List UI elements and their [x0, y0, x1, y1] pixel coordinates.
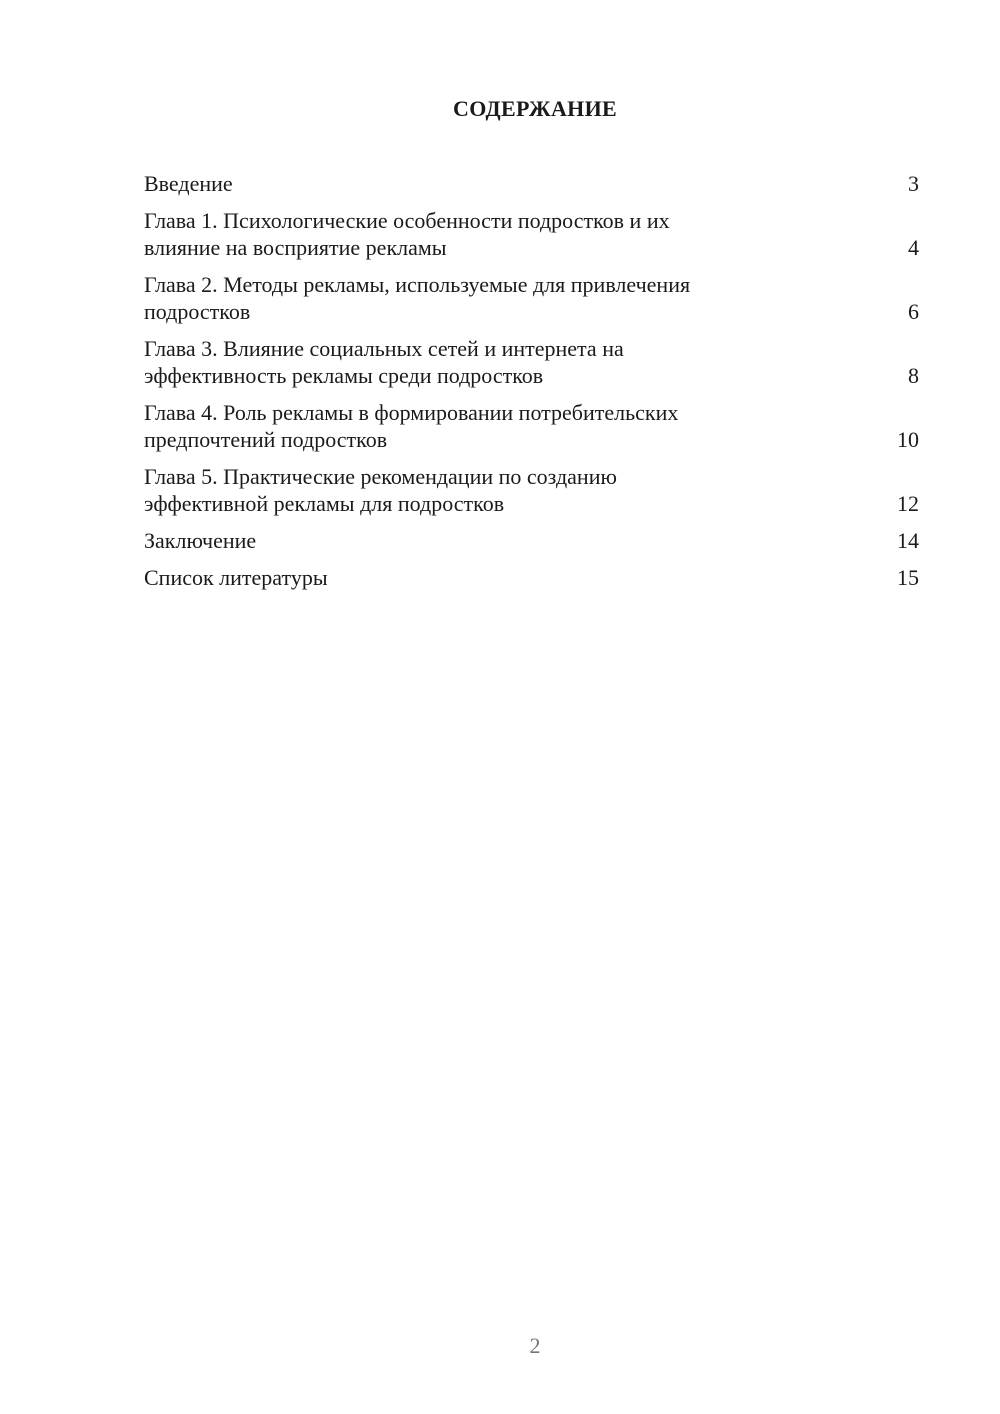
- toc-entry-text: [144, 399, 784, 453]
- toc-entry-line: Глава 3. Влияние социальных сетей и интернета на: [144, 336, 624, 361]
- toc-entry-page-number: 12: [897, 491, 919, 516]
- page-number: 2: [529, 1333, 541, 1358]
- toc-entry-line: Глава 1. Психологические особенности подростков и их: [144, 208, 670, 233]
- toc-entry-line: Заключение: [144, 528, 257, 553]
- toc-entry-line: Глава 5. Практические рекомендации по созданию: [144, 464, 617, 489]
- toc-entry-line: Список литературы: [144, 565, 328, 590]
- toc-entry-chapter-3: [144, 335, 919, 389]
- toc-entry-line: эффективность рекламы среди подростков: [144, 363, 544, 388]
- toc-entry-text: [144, 564, 784, 591]
- toc-entry-chapter-2: [144, 271, 919, 325]
- toc-entry-text: [144, 170, 784, 197]
- toc-entry-line: Введение: [144, 171, 233, 196]
- toc-entry-text: [144, 271, 784, 325]
- toc-entry-conclusion: [144, 527, 919, 554]
- toc-entry-chapter-5: [144, 463, 919, 517]
- toc-entry-text: [144, 527, 784, 554]
- toc-entry-line: предпочтений подростков: [144, 427, 388, 452]
- toc-entry-text: [144, 463, 784, 517]
- toc-entry-text: [144, 207, 784, 261]
- toc-entry-line: подростков: [144, 299, 251, 324]
- toc-entry-line: Глава 2. Методы рекламы, используемые для привлечения: [144, 272, 691, 297]
- toc-entry-line: Глава 4. Роль рекламы в формировании потребительских: [144, 400, 679, 425]
- toc-entry-line: влияние на восприятие рекламы: [144, 235, 447, 260]
- toc-title: СОДЕРЖАНИЕ: [453, 96, 617, 121]
- toc-entry-page-number: 6: [908, 299, 919, 324]
- toc-entry-page-number: 15: [897, 565, 919, 590]
- toc-entry-chapter-4: [144, 399, 919, 453]
- toc-entry-chapter-1: [144, 207, 919, 261]
- toc-entry-introduction: [144, 170, 919, 197]
- toc-entry-line: эффективной рекламы для подростков: [144, 491, 505, 516]
- toc-entry-text: [144, 335, 784, 389]
- toc-entry-page-number: 3: [908, 171, 919, 196]
- table-of-contents: [144, 170, 919, 601]
- toc-entry-page-number: 8: [908, 363, 919, 388]
- toc-entry-page-number: 14: [897, 528, 919, 553]
- toc-entry-bibliography: [144, 564, 919, 591]
- toc-entry-page-number: 10: [897, 427, 919, 452]
- toc-entry-page-number: 4: [908, 235, 919, 260]
